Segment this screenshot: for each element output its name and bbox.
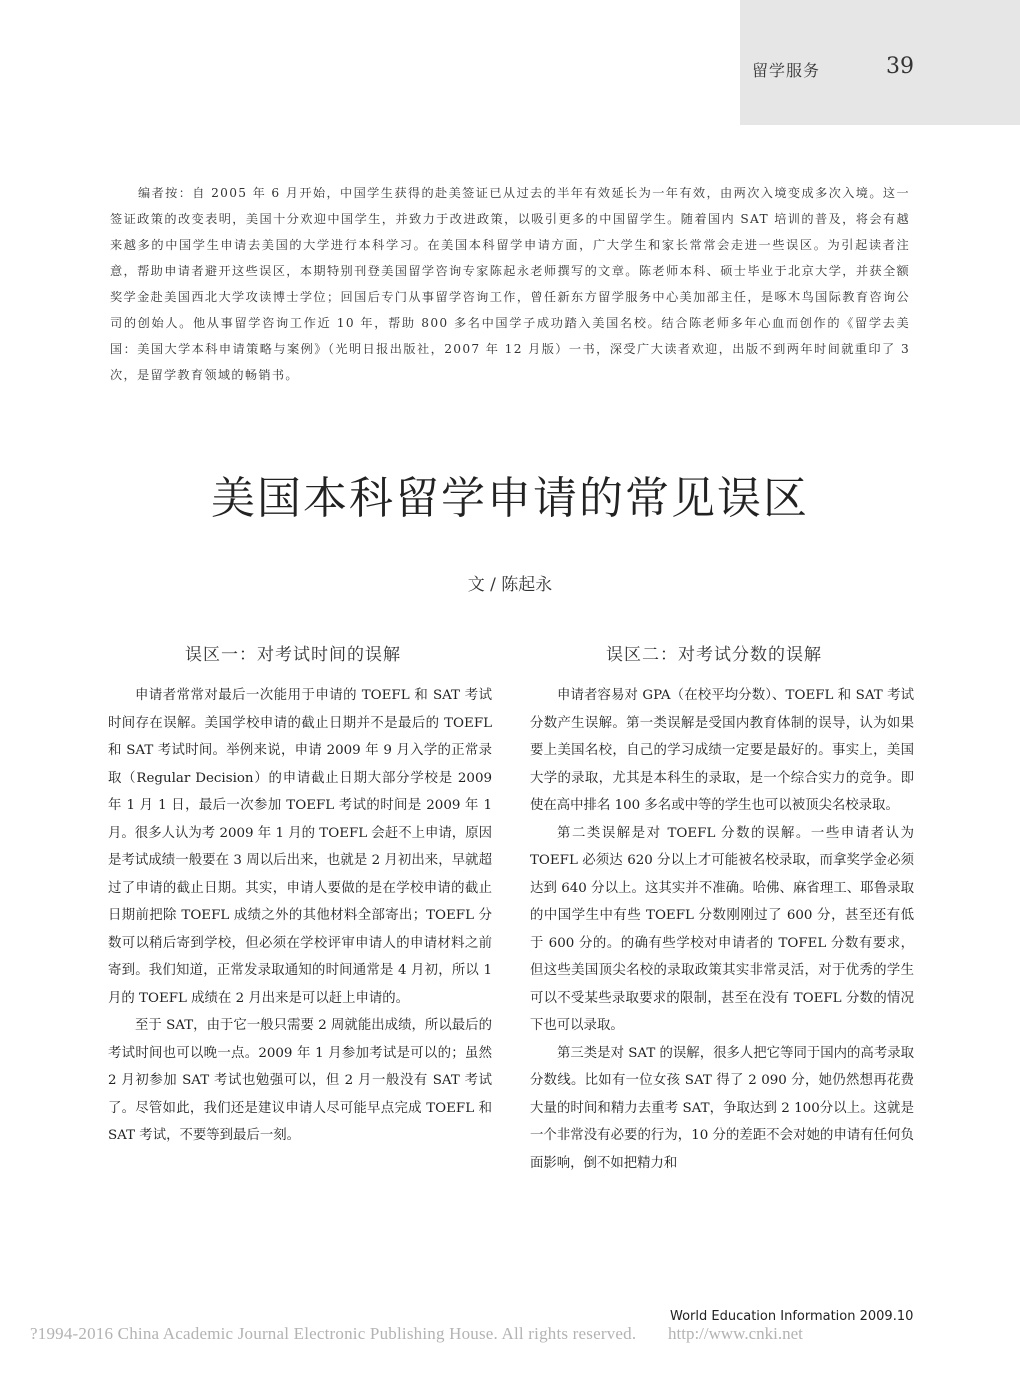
paragraph: 第二类误解是对 TOEFL 分数的误解。一些申请者认为 TOEFL 必须达 620 分以上才可能被名校录取，而拿奖学金必须达到 640 分以上。这其实并不准确。哈佛、麻省理工、耶鲁录取的中国学生中有些 TOEFL 分数刚刚过了 600 分，甚至还有低于 600 分的。的确有些学校对申请者的 TOFEL 分数有要求，但这些美国顶尖名校的录取政策其实非常灵活，对于优秀的学生可以不受某些录取要求的限制，甚至在没有 TOEFL 分数的情况下也可以录取。: [530, 825, 914, 1033]
copyright-watermark: ?1994-2016 China Academic Journal Electronic Publishing House. All rights reserved.: [30, 1324, 637, 1343]
article-title: 美国本科留学申请的常见误区: [211, 473, 809, 524]
paragraph: 申请者常常对最后一次能用于申请的 TOEFL 和 SAT 考试时间存在误解。美国学校申请的截止日期并不是最后的 TOEFL 和 SAT 考试时间。举例来说，申请 2009 年 9 月入学的正常录取（Regular Decision）的申请截止日期大部分学校是 2009 年 1 月 1 日，最后一次参加 TOEFL 考试的时间是 2009 年 1 月。很多人认为考 2009 年 1 月的 TOEFL 会赶不上申请，原因是考试成绩一般要在 3 周以后出来，也就是 2 月初出来，早就超过了申请的截止日期。其实，申请人要做的是在学校申请的截止日期前把除 TOEFL 成绩之外的其他材料全部寄出；TOEFL 分数可以稍后寄到学校，但必须在学校评审申请人的申请材料之前寄到。我们知道，正常发录取通知的时间通常是 4 月初，所以 1 月的 TOEFL 成绩在 2 月出来是可以赶上申请的。: [108, 688, 492, 1006]
paragraph: 第三类是对 SAT 的误解，很多人把它等同于国内的高考录取分数线。比如有一位女孩 SAT 得了 2 090 分，她仍然想再花费大量的时间和精力去重考 SAT，争取达到 2 100分以上。这就是一个非常没有必要的行为，10 分的差距不会对她的申请有任何负面影响，倒不如把精力和: [530, 1045, 914, 1171]
column-right: [530, 682, 914, 1177]
section-heading-1: 误区一：对考试时间的误解: [185, 645, 401, 665]
section-heading-2: 误区二：对考试分数的误解: [606, 645, 822, 665]
column-left: [108, 682, 492, 1150]
paragraph: 申请者容易对 GPA（在校平均分数）、TOEFL 和 SAT 考试分数产生误解。第一类误解是受国内教育体制的误导，认为如果要上美国名校，自己的学习成绩一定要是最好的。事实上，美国大学的录取，尤其是本科生的录取，是一个综合实力的竞争。即使在高中排名 100 多名或中等的学生也可以被顶尖名校录取。: [530, 688, 914, 813]
byline: 文 / 陈起永: [467, 575, 553, 595]
editor-note: 编者按：自 2005 年 6 月开始，中国学生获得的赴美签证已从过去的半年有效延长为一年有效，由两次入境变成多次入境。这一签证政策的改变表明，美国十分欢迎中国学生，并致力于改进政策，以吸引更多的中国留学生。随着国内 SAT 培训的普及，将会有越来越多的中国学生申请去美国的大学进行本科学习。在美国本科留学申请方面，广大学生和家长常常会走进一些误区。为引起读者注意，帮助申请者避开这些误区，本期特别刊登美国留学咨询专家陈起永老师撰写的文章。陈老师本科、硕士毕业于北京大学，并获全额奖学金赴美国西北大学攻读博士学位；回国后专门从事留学咨询工作，曾任新东方留学服务中心美加部主任，是啄木鸟国际教育咨询公司的创始人。他从事留学咨询工作近 10 年，帮助 800 多名中国学子成功踏入美国名校。结合陈老师多年心血而创作的《留学去美国：美国大学本科申请策略与案例》（光明日报出版社，2007 年 12 月版）一书，深受广大读者欢迎，出版不到两年时间就重印了 3 次，是留学教育领域的畅销书。: [110, 186, 910, 382]
cnki-url: http://www.cnki.net: [668, 1324, 803, 1343]
page-number: 39: [886, 54, 914, 79]
paragraph: 至于 SAT，由于它一般只需要 2 周就能出成绩，所以最后的考试时间也可以晚一点。2009 年 1 月参加考试是可以的；虽然 2 月初参加 SAT 考试也勉强可以，但 2 月一般没有 SAT 考试了。尽管如此，我们还是建议申请人尽可能早点完成 TOEFL 和 SAT 考试，不要等到最后一刻。: [108, 1018, 492, 1143]
section-name: 留学服务: [752, 61, 821, 80]
journal-footer: World Education Information 2009.10: [670, 1309, 914, 1324]
